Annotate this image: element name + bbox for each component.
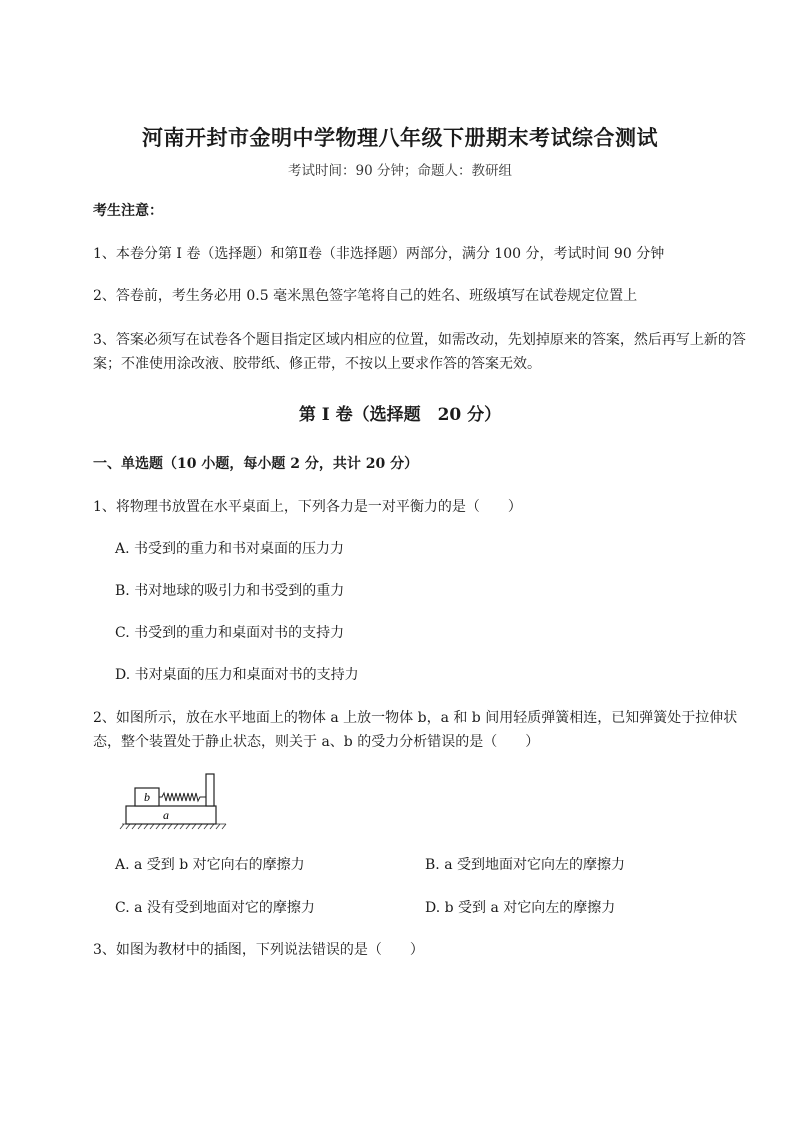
question-3-stem: 3、如图为教材中的插图，下列说法错误的是（ ）: [93, 942, 424, 958]
exam-subtitle: 考试时间：90 分钟；命题人：教研组: [288, 163, 512, 179]
question-1-option-d: D. 书对桌面的压力和桌面对书的支持力: [115, 667, 359, 683]
wall-post: [206, 774, 214, 806]
question-2-option-d: D. b 受到 a 对它向左的摩擦力: [425, 900, 616, 916]
question-1-option-a: A. 书受到的重力和书对桌面的压力力: [115, 541, 345, 557]
ground-hatch: [120, 824, 226, 829]
spring-blocks-figure: [118, 770, 230, 830]
section-heading: 一、单选题（10 小题，每小题 2 分，共计 20 分）: [93, 456, 419, 472]
notice-item-1: 1、本卷分第 I 卷（选择题）和第Ⅱ卷（非选择题）两部分，满分 100 分，考试时间 90 分钟: [93, 246, 665, 262]
figure-label-b: b: [144, 790, 150, 804]
figure-label-a: a: [163, 808, 169, 822]
question-1-stem: 1、将物理书放置在水平桌面上，下列各力是一对平衡力的是（ ）: [93, 499, 522, 515]
question-2-stem: 2、如图所示，放在水平地面上的物体 a 上放一物体 b，a 和 b 间用轻质弹簧相连，已知弹簧处于拉伸状态，整个装置处于静止状态，则关于 a、b 的受力分析错误的是（ ）: [93, 710, 738, 750]
exam-title: 河南开封市金明中学物理八年级下册期末考试综合测试: [142, 125, 658, 150]
notice-item-2: 2、答卷前，考生务必用 0.5 毫米黑色签字笔将自己的姓名、班级填写在试卷规定位置上: [93, 288, 638, 304]
question-2-option-a: A. a 受到 b 对它向右的摩擦力: [115, 857, 305, 873]
question-2-option-c: C. a 没有受到地面对它的摩擦力: [115, 900, 315, 916]
question-2-option-b: B. a 受到地面对它向左的摩擦力: [425, 857, 625, 873]
spring: [159, 793, 206, 801]
question-1-option-c: C. 书受到的重力和桌面对书的支持力: [115, 625, 345, 641]
notice-heading: 考生注意：: [93, 203, 163, 219]
question-1-option-b: B. 书对地球的吸引力和书受到的重力: [115, 583, 345, 599]
notice-item-3: 3、答案必须写在试卷各个题目指定区域内相应的位置，如需改动，先划掉原来的答案，然后再写上新的答案；不准使用涂改液、胶带纸、修正带，不按以上要求作答的答案无效。: [93, 332, 746, 372]
part1-title: 第 I 卷（选择题 20 分）: [298, 405, 502, 425]
block-a: [126, 806, 216, 824]
